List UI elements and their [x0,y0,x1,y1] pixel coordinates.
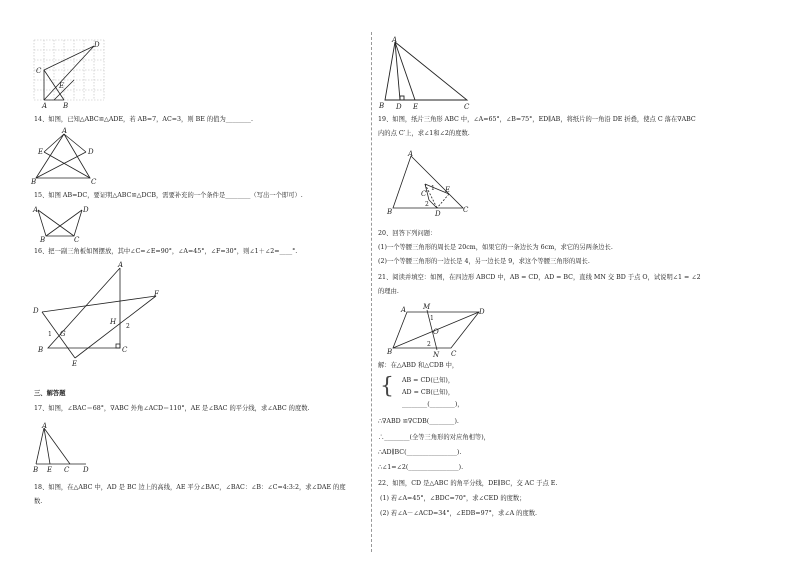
q21-label-C: C [451,350,457,358]
q16-label-B: B [38,346,44,354]
q19-label-C: C [463,206,469,214]
q14-label-D: D [88,148,94,156]
q17-label-C: C [64,466,70,474]
q16-label-D: D [33,307,39,315]
column-divider [371,32,372,552]
solution-step-2: AD = CB(已知)， [402,389,455,396]
section-heading-answers: 三、解答题 [34,390,66,397]
q19-label-B: B [387,208,393,216]
question-15: 15、如图 AB=DC，要证明△ABC≌△DCB，需要补充的一个条件是________（写出一个即可）. [34,192,303,199]
tr-label-A: A [392,36,398,44]
question-16: 16、把一副三角板如图摆放，其中∠C=∠E=90°，∠A=45°，∠F=30°，则∠1＋∠2=____°. [34,248,298,255]
q19-label-D: D [435,210,441,218]
tr-label-B: B [379,102,385,110]
q15-label-B: B [40,236,46,244]
top-right-figure [375,34,475,110]
q19-label-Cp: C′ [421,190,428,198]
q21-label-B: B [387,348,393,356]
tr-label-C: C [464,103,470,111]
question-22-part-1: (1) 若∠A=45°，∠BDC=70°，求∠CED 的度数； [380,495,526,502]
q17-label-A: A [42,422,48,430]
question-22: 22、如图，CD 是△ABC 的角平分线，DE∥BC，交 AC 于点 E. [378,480,558,487]
q16-label-E: E [72,360,78,368]
q21-label-D: D [479,308,485,316]
question-17: 17、如图，∠BAC＝68°，∇ABC 外角∠ACD＝110°，AE 是∠BAC 的平分线，求∠ABC 的度数. [34,405,310,412]
tr-label-D: D [396,103,402,111]
q17-figure [30,422,100,474]
grid-figure [30,38,110,110]
q14-label-B: B [31,178,37,186]
q21-label-2: 2 [427,341,431,348]
grid-label-C: C [36,67,42,75]
tr-label-E: E [413,103,419,111]
q16-figure [30,260,170,370]
q16-label-C: C [122,346,128,354]
question-21-line-1: 21、阅读并填空：如图，在四边形 ABCD 中，AB = CD，AD = BC，直线 MN 交 BD 于点 O，试说明∠1 = ∠2 [378,274,701,281]
q19-figure [385,150,480,220]
q21-label-N: N [433,351,440,359]
solution-brace: { [380,374,394,399]
question-20-part-2: (2)一个等腰三角形的一边长是 4，另一边长是 9，求这个等腰三角形的周长. [378,258,590,265]
question-14: 14、如图，已知△ABC≌△ADE，若 AB=7，AC=3，则 BE 的值为________. [34,116,253,123]
question-19-line-2: 内的点 C′上，求∠1和∠2的度数. [378,130,470,137]
grid-label-A: A [42,102,48,110]
q16-label-H: H [110,318,117,326]
q16-label-F: F [154,290,159,298]
q17-label-E: E [47,466,53,474]
question-20: 20、回答下列问题： [378,230,437,237]
q15-label-A: A [33,206,39,214]
solution-step-5: ∴________(全等三角形的对应角相等)， [378,434,490,441]
q21-label-O: O [433,328,439,336]
q17-label-D: D [83,466,89,474]
question-21-line-2: 的理由. [378,288,399,295]
q21-label-M: M [423,303,431,311]
q14-label-E: E [38,148,44,156]
q16-label-G: G [60,330,66,338]
q19-label-1: 1 [431,185,435,192]
q15-label-C: C [74,236,80,244]
q19-label-A: A [408,150,414,158]
q19-label-2: 2 [425,201,429,208]
q14-label-A: A [62,127,68,135]
q21-label-A: A [401,306,407,314]
grid-label-B: B [63,102,69,110]
question-18-line-1: 18、如图，在△ABC 中，AD 是 BC 边上的高线，AE 平分∠BAC，∠BAC：∠B：∠C=4:3:2，求∠DAE 的度 [34,484,346,491]
q17-label-B: B [33,466,39,474]
grid-label-E: E [59,82,65,90]
q14-label-C: C [91,178,97,186]
q16-label-A: A [118,261,124,269]
question-20-part-1: (1)一个等腰三角形的周长是 20cm，如果它的一条边长为 6cm，求它的另两条边长. [378,244,613,251]
question-18-line-2: 数. [34,498,43,505]
grid-label-D: D [94,41,100,49]
solution-step-1: AB = CD(已知)， [402,377,455,384]
q21-figure [385,302,495,358]
solution-step-6: ∴AD∥BC(________________). [378,449,462,456]
question-19-line-1: 19、如图，纸片三角形 ABC 中，∠A=65°，∠B=75°，ED∥AB，将纸片的一角沿 DE 折叠，使点 C 落在∇ABC [378,116,696,123]
q19-label-E: E [445,186,451,194]
solution-step-3: ________(________)， [402,401,464,408]
solution-step-4: ∴∇ABD ≌∇CDB(________). [378,418,459,425]
q16-label-2: 2 [126,323,130,330]
q21-label-1: 1 [430,315,434,322]
q14-figure [30,128,100,186]
q15-figure [30,204,90,242]
q16-label-1: 1 [48,331,52,338]
question-22-part-2: (2) 若∠A－∠ACD=34°，∠EDB=97°，求∠A 的度数. [380,510,538,517]
solution-intro: 解：在△ABD 和△CDB 中， [378,362,459,369]
q15-label-D: D [83,206,89,214]
solution-step-7: ∴∠1=∠2(________________). [378,464,464,471]
